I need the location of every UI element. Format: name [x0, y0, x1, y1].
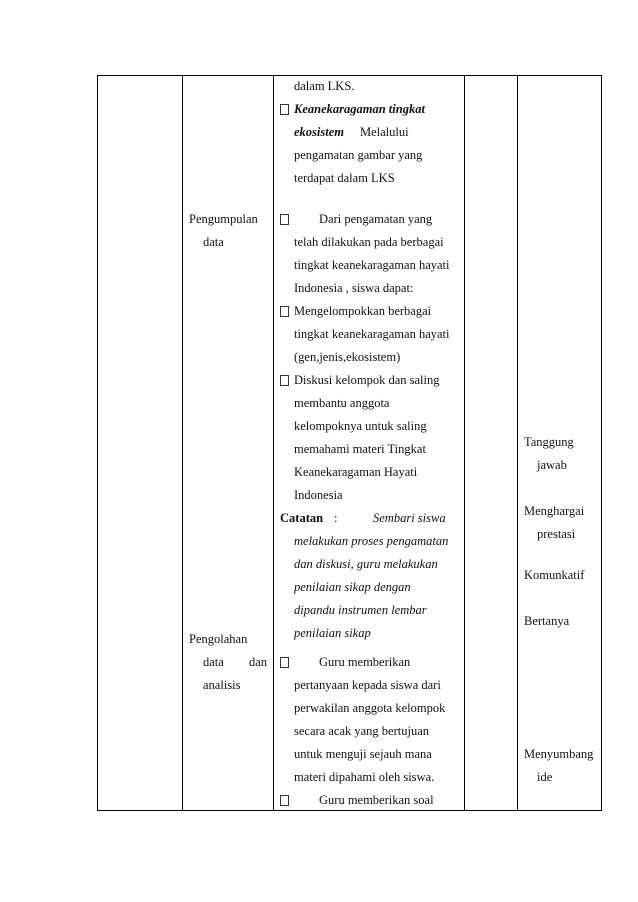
attitude-item: Menghargai	[524, 504, 585, 518]
table-col-border-4	[464, 75, 465, 810]
table-col-border-1	[97, 75, 98, 810]
activity-line: ekosistem	[294, 125, 344, 139]
activity-line: untuk menguji sejauh mana	[294, 747, 432, 761]
activity-line: Indonesia	[294, 488, 343, 502]
activity-line: terdapat dalam LKS	[294, 171, 395, 185]
stage-pengumpulan-line2: data	[203, 235, 224, 249]
table-col-border-2	[182, 75, 183, 810]
activity-line: Diskusi kelompok dan saling	[294, 373, 440, 387]
activity-line: dalam LKS.	[294, 79, 355, 93]
attitude-item: prestasi	[537, 527, 576, 541]
stage-pengolahan-line1: Pengolahan	[189, 632, 248, 646]
box-bullet-icon	[280, 795, 289, 806]
activity-line: (gen,jenis,ekosistem)	[294, 350, 401, 364]
stage-pengolahan-line2b: dan	[249, 655, 268, 669]
stage-pengumpulan-line1: Pengumpulan	[189, 212, 258, 226]
box-bullet-icon	[280, 375, 289, 386]
activity-line: Indonesia , siswa dapat:	[294, 281, 414, 295]
activity-line: secara acak yang bertujuan	[294, 724, 429, 738]
activity-line: telah dilakukan pada berbagai	[294, 235, 444, 249]
table-col-border-5	[517, 75, 518, 810]
table-bottom-border	[97, 810, 602, 811]
catatan-text: melakukan proses pengamatan	[294, 534, 449, 548]
stage-pengolahan-line3: analisis	[203, 678, 241, 692]
table-top-border	[97, 75, 602, 76]
attitude-item: ide	[537, 770, 553, 784]
attitude-item: Bertanya	[524, 614, 570, 628]
catatan-colon: :	[334, 511, 338, 525]
activity-line: Keanekaragaman Hayati	[294, 465, 418, 479]
activity-line: tingkat keanekaragaman hayati	[294, 327, 450, 341]
activity-line: kelompoknya untuk saling	[294, 419, 427, 433]
activity-line: perwakilan anggota kelompok	[294, 701, 446, 715]
activity-line: Dari pengamatan yang	[319, 212, 433, 226]
catatan-text: penilaian sikap	[294, 626, 371, 640]
attitude-item: jawab	[537, 458, 567, 472]
attitude-item: Tanggung	[524, 435, 574, 449]
box-bullet-icon	[280, 657, 289, 668]
box-bullet-icon	[280, 306, 289, 317]
box-bullet-icon	[280, 104, 289, 115]
stage-pengolahan-line2a: data	[203, 655, 224, 669]
table-col-border-3	[273, 75, 274, 810]
attitude-item: Komunkatif	[524, 568, 585, 582]
activity-line: Guru memberikan soal	[319, 793, 434, 807]
catatan-text: dipandu instrumen lembar	[294, 603, 427, 617]
box-bullet-icon	[280, 214, 289, 225]
attitude-item: Menyumbang	[524, 747, 594, 761]
activity-line: pertanyaan kepada siswa dari	[294, 678, 441, 692]
catatan-text: Sembari siswa	[373, 511, 446, 525]
activity-line: pengamatan gambar yang	[294, 148, 423, 162]
catatan-label: Catatan	[280, 511, 324, 525]
activity-line: memahami materi Tingkat	[294, 442, 426, 456]
catatan-text: dan diskusi, guru melakukan	[294, 557, 438, 571]
activity-line: tingkat keanekaragaman hayati	[294, 258, 450, 272]
activity-line: membantu anggota	[294, 396, 390, 410]
activity-line: Melalului	[360, 125, 409, 139]
activity-line: materi dipahami oleh siswa.	[294, 770, 435, 784]
catatan-text: penilaian sikap dengan	[294, 580, 411, 594]
activity-line: Guru memberikan	[319, 655, 411, 669]
activity-line: Keanekaragaman tingkat	[294, 102, 425, 116]
table-col-border-6	[601, 75, 602, 810]
activity-line: Mengelompokkan berbagai	[294, 304, 432, 318]
